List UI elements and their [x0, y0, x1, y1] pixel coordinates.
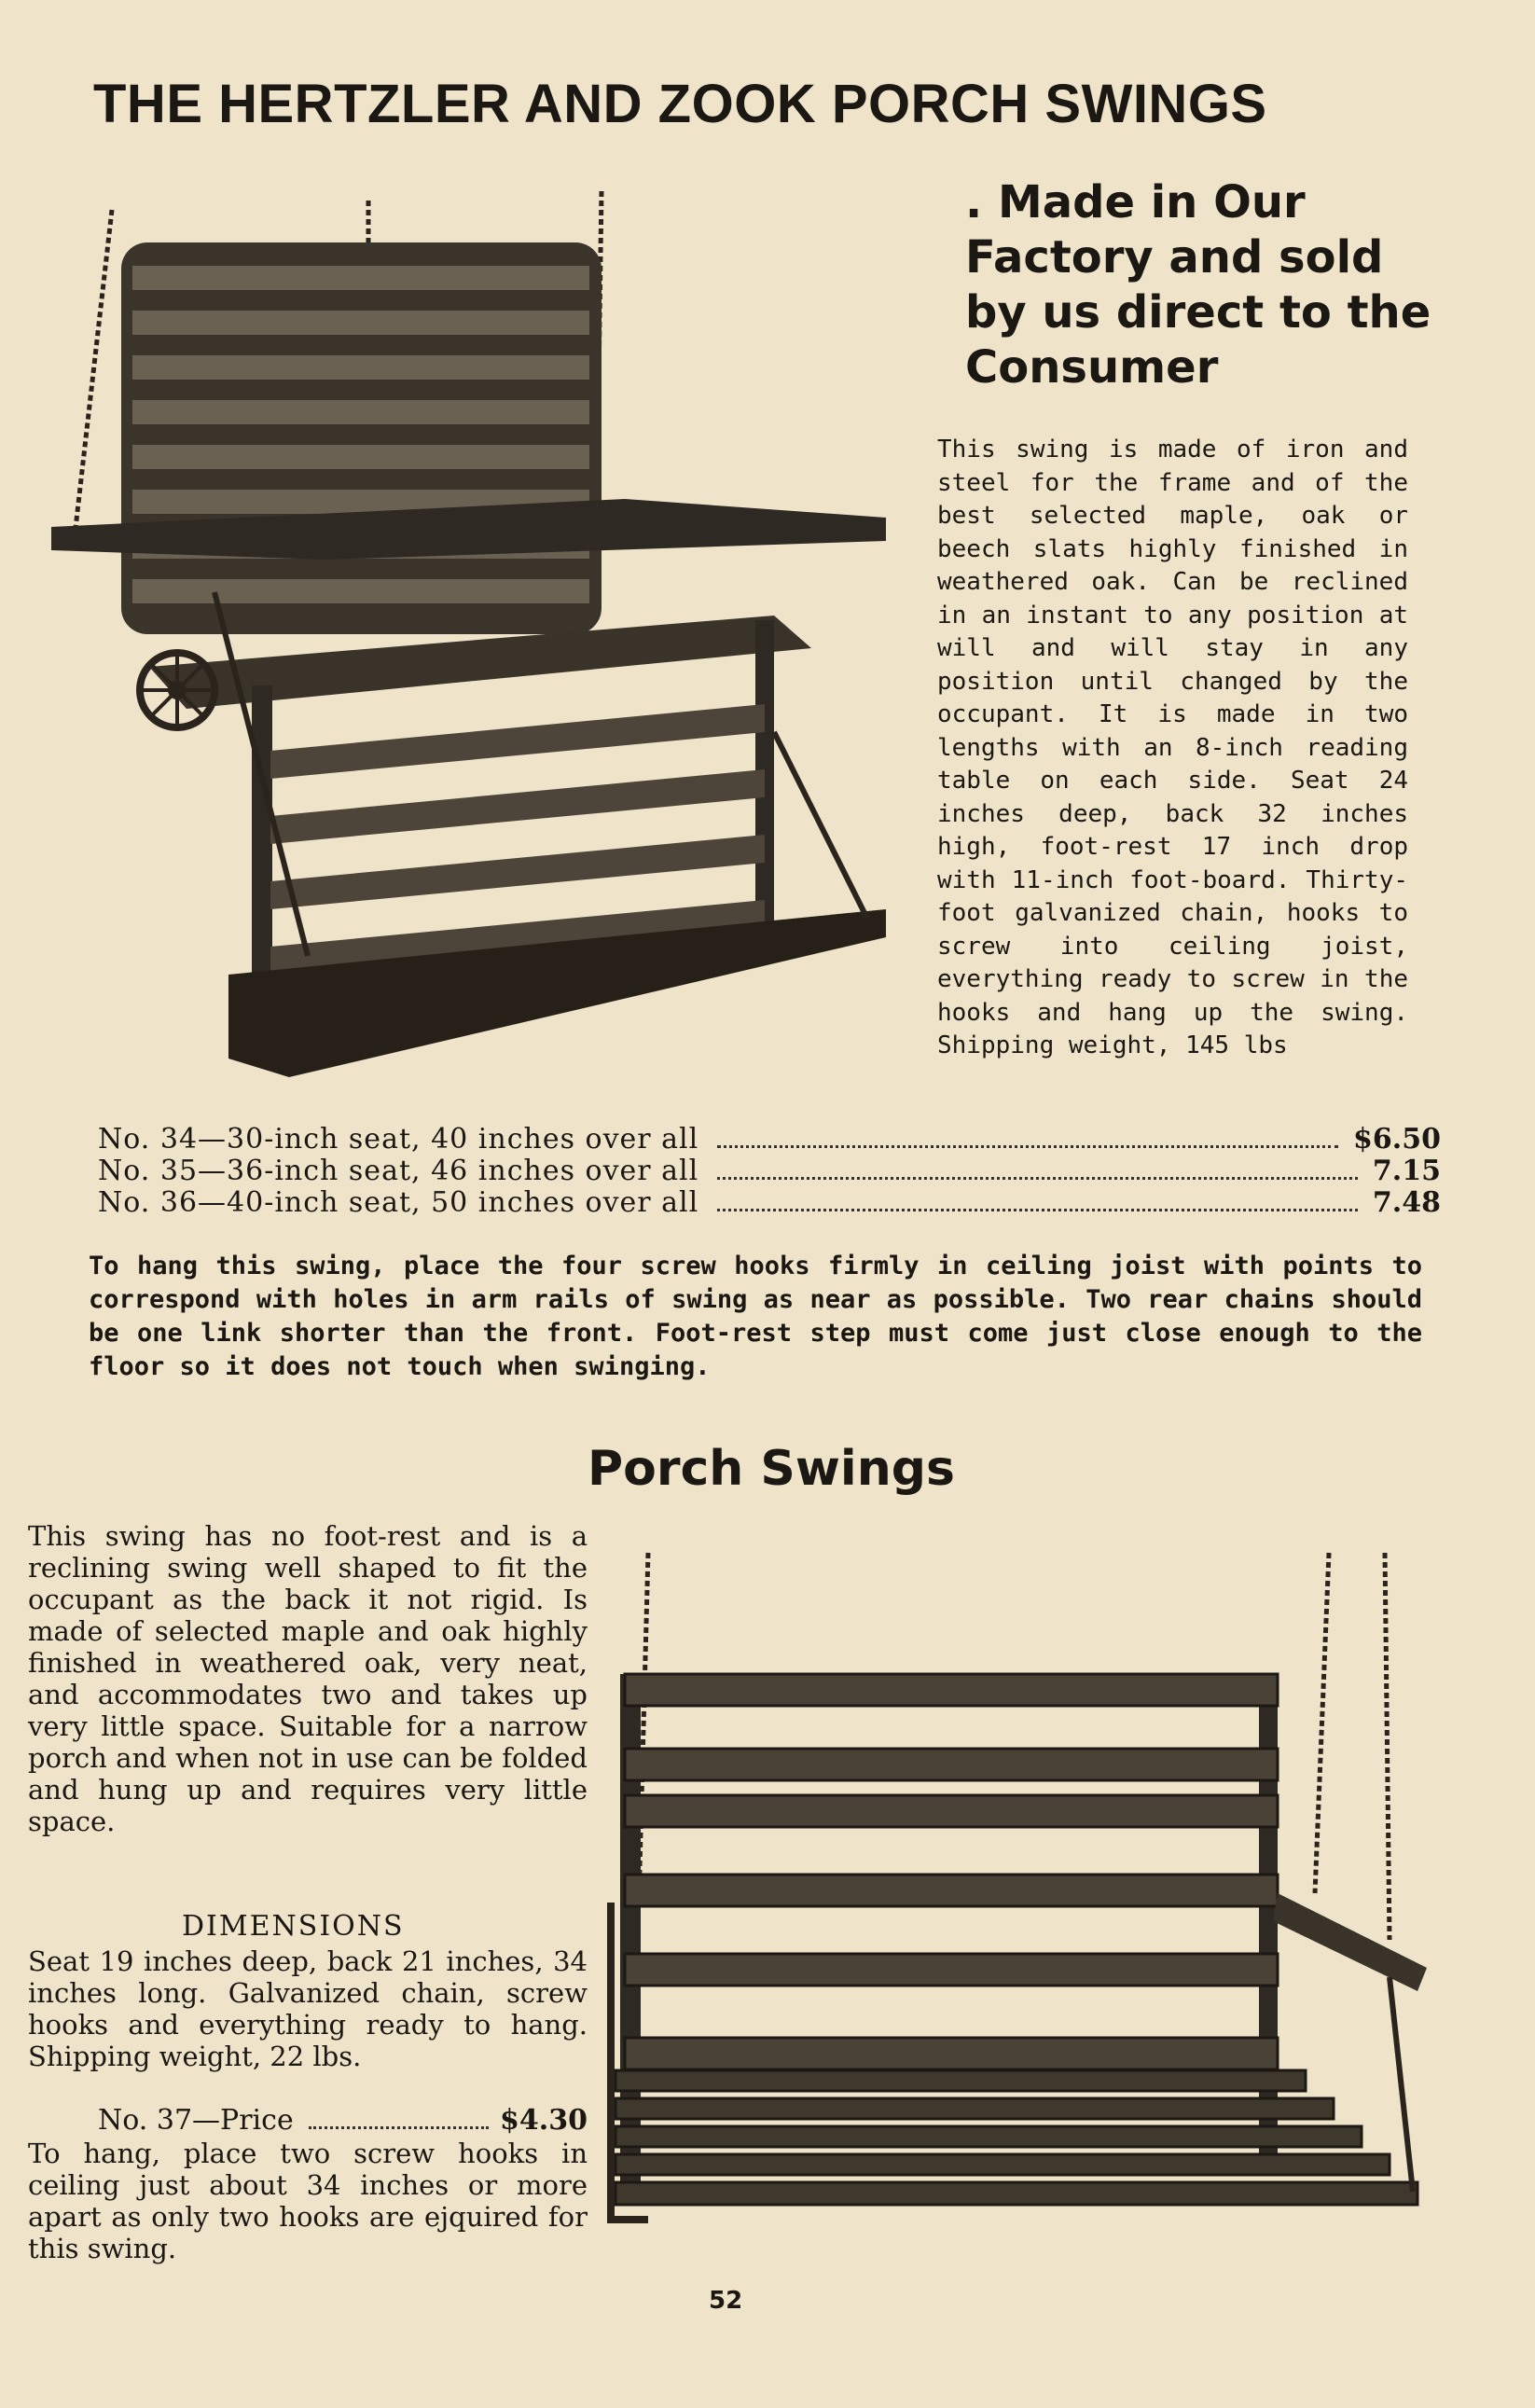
model-price: $6.50 [1353, 1123, 1441, 1156]
model-label: No. 36—40-inch seat, 50 inches over all [98, 1186, 699, 1219]
tagline: . Made in Our Factory and sold by us direct to the Consumer [965, 176, 1431, 394]
hanging-instructions: To hang this swing, place the four screw hooks firmly in ceiling joist with points to correspond with holes in arm rails of swing as near as possible. Two rear chains should be one link shorter than the front. Foot-rest step must come just close enough to the floor so it does not touch when swinging. [89, 1252, 1422, 1381]
dimensions-text: Seat 19 inches deep, back 21 inches, 34 inches long. Galvanized chain, screw hooks and everything ready to hang. Shipping weight, 22 lbs. [28, 1945, 588, 2072]
page-number: 52 [709, 2287, 743, 2315]
section2-price: $4.30 [500, 2104, 588, 2137]
model-price: 7.48 [1372, 1186, 1441, 1219]
dimensions-heading: DIMENSIONS [182, 1910, 405, 1943]
model-row [98, 1187, 1441, 1219]
model-price: 7.15 [1372, 1155, 1441, 1187]
folding-swing-illustration [592, 1548, 1431, 2238]
section2-description: This swing has no foot-rest and is a reclining swing well shaped to fit the occupant as the back it not rigid. Is made of selected maple and oak highly finished in weathered oak, very neat, and accommodates two and takes up very little space. Suitable for a narrow porch and when not in use can be folded and hung up and requires very little space. [28, 1520, 588, 1837]
section-heading: Porch Swings [588, 1441, 955, 1497]
leader-dots [717, 1145, 1338, 1148]
leader-dots [309, 2126, 489, 2129]
model-row [98, 1156, 1441, 1187]
model-label: No. 34—30-inch seat, 40 inches over all [98, 1123, 699, 1156]
section2-price-label: No. 37—Price [98, 2104, 294, 2137]
page-title: THE HERTZLER AND ZOOK PORCH SWINGS [93, 74, 1267, 134]
reclining-swing-illustration [47, 182, 905, 1105]
model-price-list [98, 1124, 1441, 1219]
model-row [98, 1124, 1441, 1156]
section2-price-row [98, 2104, 588, 2137]
model-label: No. 35—36-inch seat, 46 inches over all [98, 1155, 699, 1187]
swing-description: This swing is made of iron and steel for the frame and of the best selected maple, oak or beech slats highly finished in weathered oak. Can be reclined in an instant to any position at will and will stay in any position until changed by the occupant. It is made in two lengths with an 8-inch reading table on each side. Seat 24 inches deep, back 32 inches high, foot-rest 17 inch drop with 11-inch foot-board. Thirty-foot galvanized chain, hooks to screw into ceiling joist, everything ready to screw in the hooks and hang up the swing. Shipping weight, 145 lbs [937, 436, 1408, 1059]
section2-hanging: To hang, place two screw hooks in ceiling just about 34 inches or more apart as only two hooks are ejquired for this swing. [28, 2138, 588, 2264]
leader-dots [717, 1209, 1358, 1211]
leader-dots [717, 1177, 1358, 1180]
